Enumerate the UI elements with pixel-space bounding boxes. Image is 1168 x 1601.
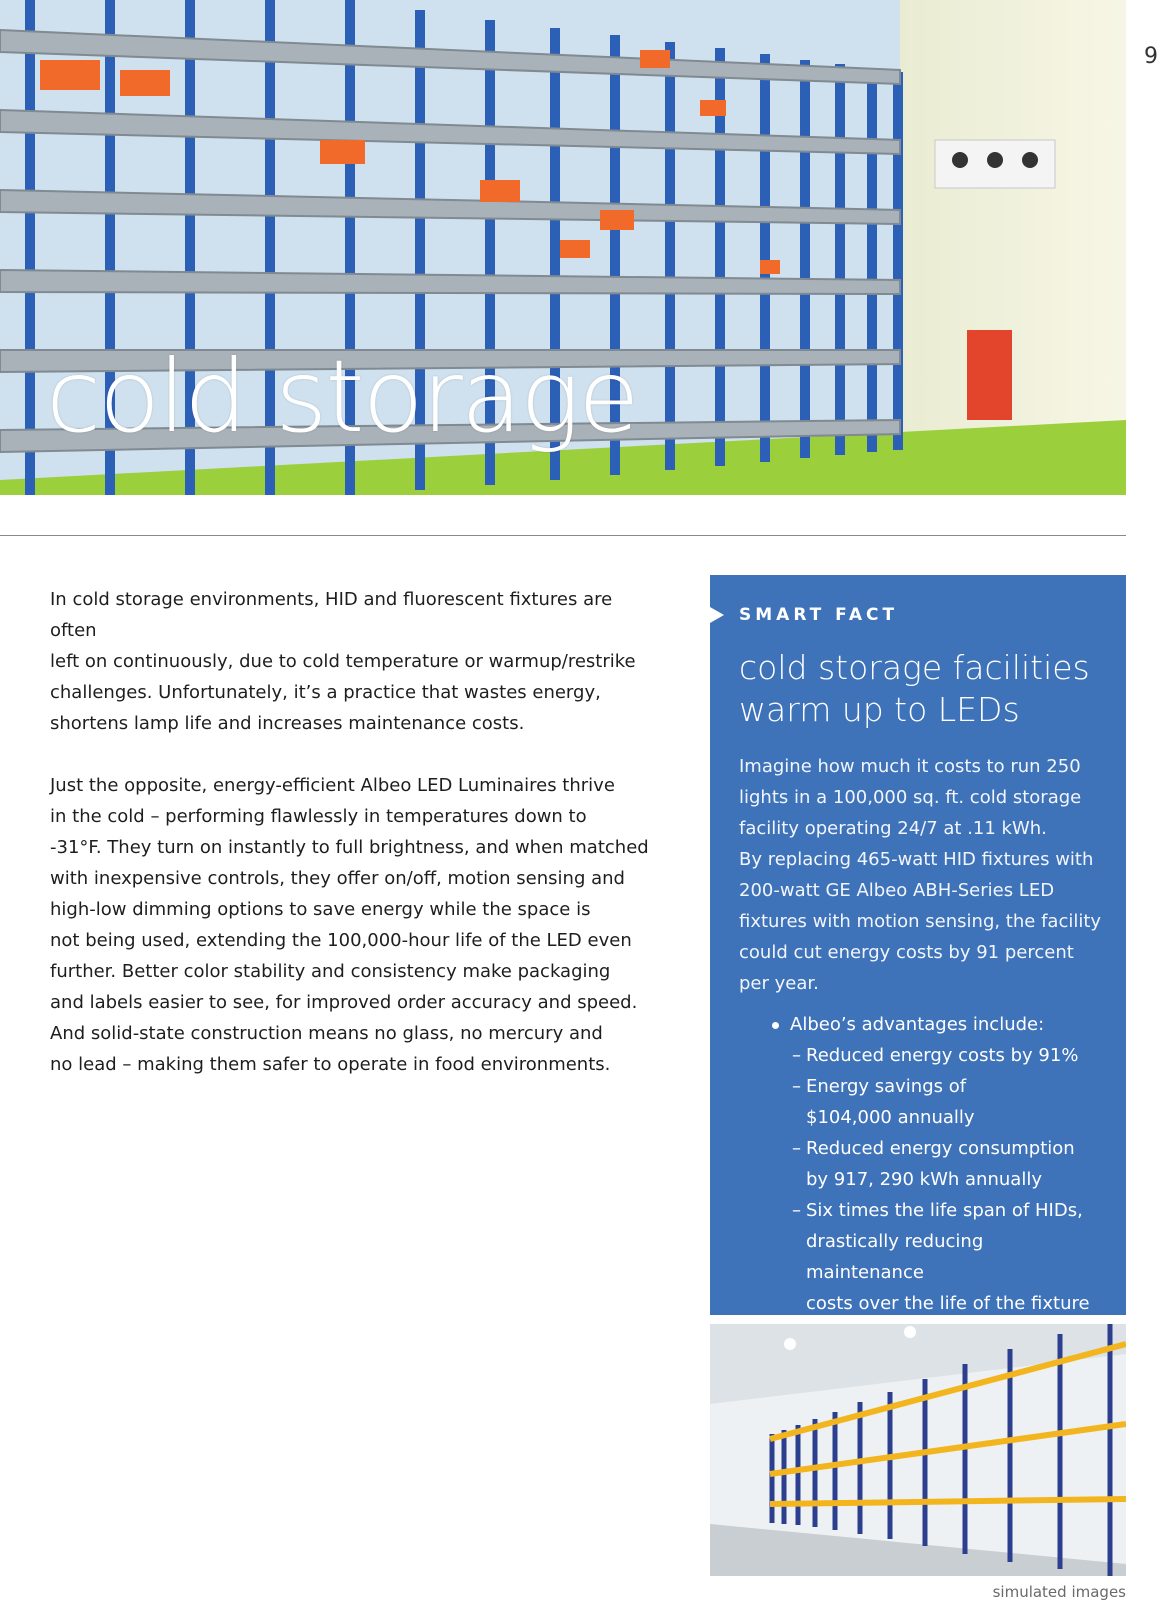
section-divider xyxy=(0,535,1126,536)
advantages-sublist xyxy=(790,1040,1102,1319)
image-caption: simulated images xyxy=(992,1583,1126,1601)
list-item: – Six times the life span of HIDs, drastically reducing maintenance costs over the life of the fixture xyxy=(792,1195,1102,1319)
advantages-intro: Albeo’s advantages include: xyxy=(790,1014,1045,1035)
smart-fact-box xyxy=(710,575,1126,1315)
warehouse-yellow-racks-illustration xyxy=(710,1324,1126,1576)
body-paragraph: In cold storage environments, HID and fluorescent fixtures are often left on continuously, due to cold temperature or warmup/restrike challenges. Unfortunately, it’s a practice that wastes energy, shortens lamp life and increases maintenance costs. xyxy=(50,589,636,734)
page-title: cold storage xyxy=(46,338,638,455)
hero-image xyxy=(0,0,1126,495)
list-item: – Reduced energy consumption by 917, 290 kWh annually xyxy=(792,1133,1102,1195)
list-item xyxy=(772,1009,1102,1319)
advantages-list xyxy=(739,1009,1102,1319)
body-text xyxy=(50,584,650,1111)
list-item: – Reduced energy costs by 91% xyxy=(792,1040,1102,1071)
smart-fact-label: SMART FACT xyxy=(739,605,899,625)
page-number: 9 xyxy=(1144,44,1158,69)
arrow-icon xyxy=(710,607,724,623)
smart-fact-paragraph: Imagine how much it costs to run 250 lights in a 100,000 sq. ft. cold storage facility operating 24/7 at .11 kWh. By replacing 465-watt HID fixtures with 200-watt GE Albeo ABH-Series LED fixtures with motion sensing, the facility could cut energy costs by 91 percent per year. xyxy=(739,756,1102,994)
body-paragraph: Just the opposite, energy-efficient Albeo LED Luminaires thrive in the cold – performing flawlessly in temperatures down to -31°F. They turn on instantly to full brightness, and when matched with inexpensive controls, they offer on/off, motion sensing and high-low dimming options to save energy while the space is not being used, extending the 100,000-hour life of the LED even further. Better color stability and consistency make packaging and labels easier to see, for improved order accuracy and speed. And solid-state construction means no glass, no mercury and no lead – making them safer to operate in food environments. xyxy=(50,775,649,1075)
warehouse-photo xyxy=(710,1324,1126,1576)
smart-fact-heading: cold storage facilities warm up to LEDs xyxy=(739,648,1090,729)
list-item: – Energy savings of $104,000 annually xyxy=(792,1071,1102,1133)
